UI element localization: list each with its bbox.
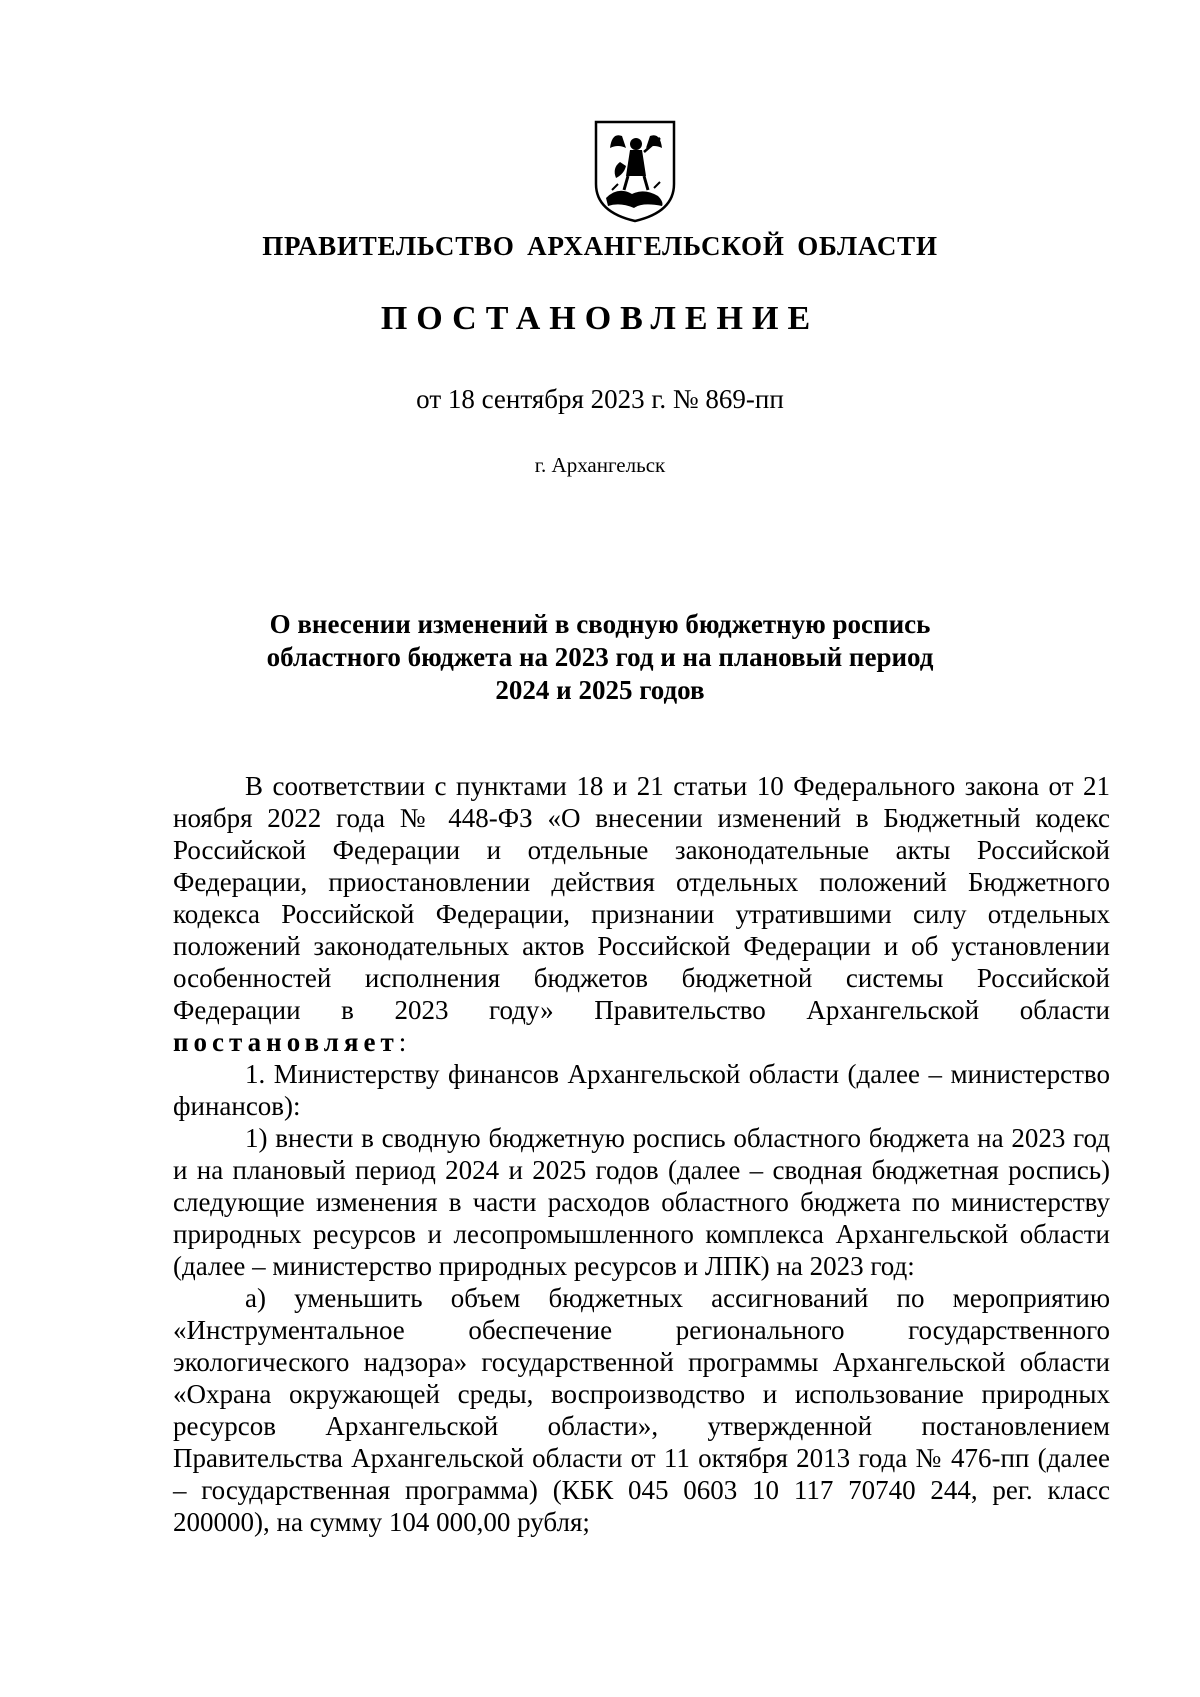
document-date-number: от 18 сентября 2023 г. № 869-пп bbox=[416, 384, 784, 414]
decree-colon: : bbox=[398, 1027, 407, 1057]
document-city: г. Архангельск bbox=[534, 453, 666, 477]
document-title-line: областного бюджета на 2023 год и на плановый период bbox=[266, 642, 934, 672]
item-1-1-a-paragraph: а) уменьшить объем бюджетных ассигнований по мероприятию «Инструментальное обеспечение регионального государственного экологического надзора» государственной программы Архангельской области «Охрана окружающей среды, воспроизводство и использование природных ресурсов Архангельской области», утвержденной постановлением Правительства Архангельской области от 11 октября 2013 года № 476-пп (далее – государственная программа) (КБК 045 0603 10 117 70740 244, рег. класс 200000), на сумму 104 000,00 рубля; bbox=[173, 1283, 1110, 1537]
government-name: ПРАВИТЕЛЬСТВО АРХАНГЕЛЬСКОЙ ОБЛАСТИ bbox=[262, 231, 938, 261]
arkhangelsk-coat-of-arms-icon bbox=[592, 118, 678, 224]
document-type: ПОСТАНОВЛЕНИЕ bbox=[380, 300, 820, 337]
preamble-paragraph bbox=[173, 770, 1110, 1058]
item-1-1-paragraph: 1) внести в сводную бюджетную роспись областного бюджета на 2023 год и на плановый период 2024 и 2025 годов (далее – сводная бюджетная роспись) следующие изменения в части расходов областного бюджета по министерству природных ресурсов и лесопромышленного комплекса Архангельской области (далее – министерство природных ресурсов и ЛПК) на 2023 год: bbox=[173, 1123, 1110, 1281]
decree-word: постановляет bbox=[173, 1027, 399, 1057]
document-title-line: 2024 и 2025 годов bbox=[495, 675, 705, 705]
preamble-text: В соответствии с пунктами 18 и 21 статьи 10 Федерального закона от 21 ноября 2022 года № 448-ФЗ «О внесении изменений в Бюджетный кодекс Российской Федерации и отдельные законодательные акты Российской Федерации, приостановлении действия отдельных положений Бюджетного кодекса Российской Федерации, признании утратившими силу отдельных положений законодательных актов Российской Федерации и об установлении особенностей исполнения бюджетов бюджетной системы Российской Федерации в 2023 году» Правительство Архангельской области bbox=[173, 771, 1110, 1025]
document-title-line: О внесении изменений в сводную бюджетную роспись bbox=[269, 609, 931, 639]
document-body bbox=[173, 770, 1110, 1538]
document-title bbox=[0, 608, 1200, 707]
item-1-paragraph: 1. Министерству финансов Архангельской области (далее – министерство финансов): bbox=[173, 1059, 1110, 1121]
